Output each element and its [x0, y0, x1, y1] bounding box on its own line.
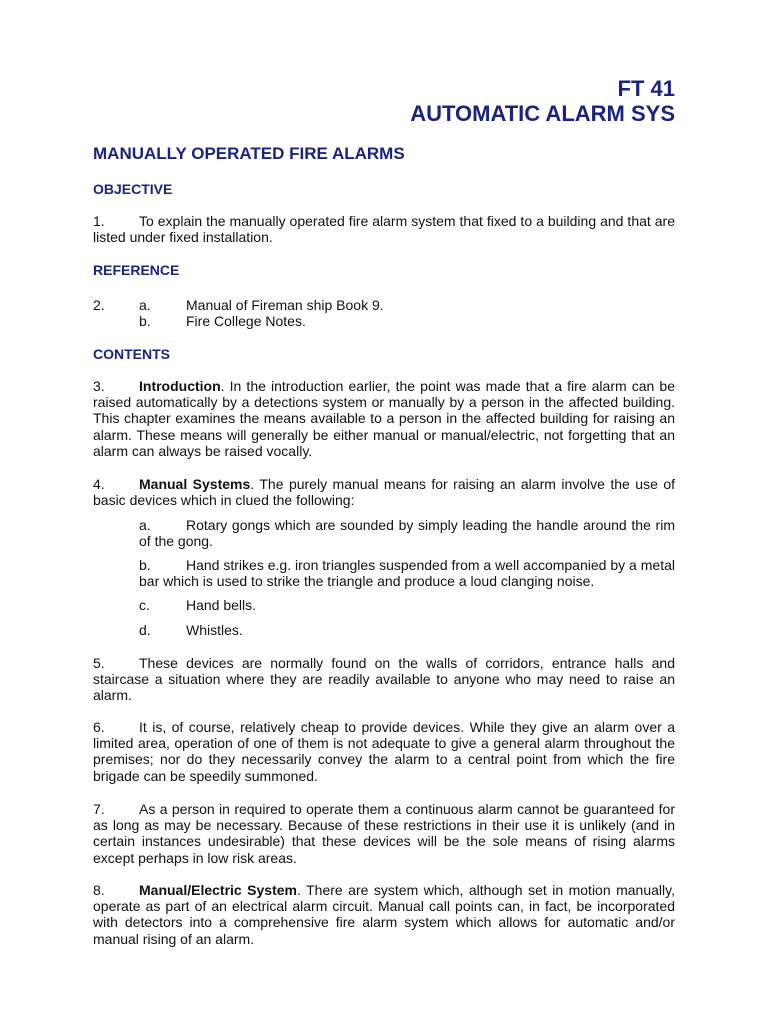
item-letter: a.: [139, 297, 151, 313]
paragraph-heading: Manual Systems: [139, 476, 251, 492]
item-text: Fire College Notes.: [186, 313, 306, 329]
item-text: Hand strikes e.g. iron triangles suspended from a well accompanied by a metal bar which is used to strike the triangle and produce a loud clanging noise.: [139, 557, 675, 590]
paragraph-7: [93, 801, 675, 866]
reference-item: [93, 313, 306, 329]
paragraph-number: 5.: [93, 655, 105, 671]
paragraph-number: 7.: [93, 801, 105, 817]
list-item: [139, 557, 675, 589]
paragraph-number: 1.: [93, 213, 105, 229]
item-text: Whistles.: [186, 622, 243, 638]
paragraph-6: [93, 719, 675, 784]
paragraph-number: 3.: [93, 378, 105, 394]
paragraph-1: [93, 213, 675, 245]
paragraph-number: 4.: [93, 476, 105, 492]
paragraph-4: [93, 476, 675, 508]
item-letter: b.: [139, 313, 151, 329]
list-item: [139, 622, 675, 638]
section-contents: CONTENTS: [93, 346, 170, 362]
paragraph-text: . In the introduction earlier, the point was made that a fire alarm can be raised automatically by a detections system or manually by a person in the affected building. This chapter examines the means available to a person in the affected building for raising an alarm. These means will generally be either manual or manual/electric, not forgetting that an alarm can always be raised vocally.: [93, 378, 675, 459]
section-reference: REFERENCE: [93, 262, 180, 278]
paragraph-8: [93, 882, 675, 947]
paragraph-text: . The purely manual means for raising an alarm involve the use of basic devices which in clued the following:: [93, 476, 675, 509]
item-text: Hand bells.: [186, 597, 257, 613]
list-item: [139, 597, 675, 613]
paragraph-number: 2.: [93, 297, 105, 313]
list-item: [139, 517, 675, 549]
paragraph-heading: Introduction: [139, 378, 221, 394]
paragraph-heading: Manual/Electric System: [139, 882, 297, 898]
section-objective: OBJECTIVE: [93, 181, 173, 197]
item-letter: a.: [139, 517, 151, 533]
header-title: AUTOMATIC ALARM SYS: [410, 101, 675, 126]
paragraph-text: . There are system which, although set in motion manually, operate as part of an electrical alarm circuit. Manual call points can, in fact, be incorporated with detectors into a comprehensive fire alarm system which allows for automatic and/or manual rising of an alarm.: [93, 882, 675, 947]
item-text: Manual of Fireman ship Book 9.: [186, 297, 384, 313]
paragraph-5: [93, 655, 675, 704]
header: [410, 76, 675, 126]
document-title: MANUALLY OPERATED FIRE ALARMS: [93, 144, 405, 163]
paragraph-text: To explain the manually operated fire alarm system that fixed to a building and that are listed under fixed installation.: [93, 213, 675, 246]
item-text: Rotary gongs which are sounded by simply leading the handle around the rim of the gong.: [139, 517, 675, 550]
paragraph-number: 6.: [93, 719, 105, 735]
item-letter: b.: [139, 557, 151, 573]
reference-item: [93, 297, 384, 313]
paragraph-text: These devices are normally found on the walls of corridors, entrance halls and staircase a situation where they are readily available to anyone who may need to raise an alarm.: [93, 655, 675, 704]
paragraph-number: 8.: [93, 882, 105, 898]
header-code: FT 41: [617, 76, 675, 101]
item-letter: d.: [139, 622, 151, 638]
item-letter: c.: [139, 597, 150, 613]
paragraph-text: It is, of course, relatively cheap to provide devices. While they give an alarm over a limited area, operation of one of them is not adequate to give a general alarm throughout the premises; nor do they necessarily convey the alarm to a central point from which the fire brigade can be speedily summoned.: [93, 719, 675, 784]
paragraph-text: As a person in required to operate them a continuous alarm cannot be guaranteed for as long as may be necessary. Because of these restrictions in their use it is unlikely (and in certain instances undesirable) that these devices will be the sole means of rising alarms except perhaps in low risk areas.: [93, 801, 675, 866]
paragraph-3: [93, 378, 675, 459]
